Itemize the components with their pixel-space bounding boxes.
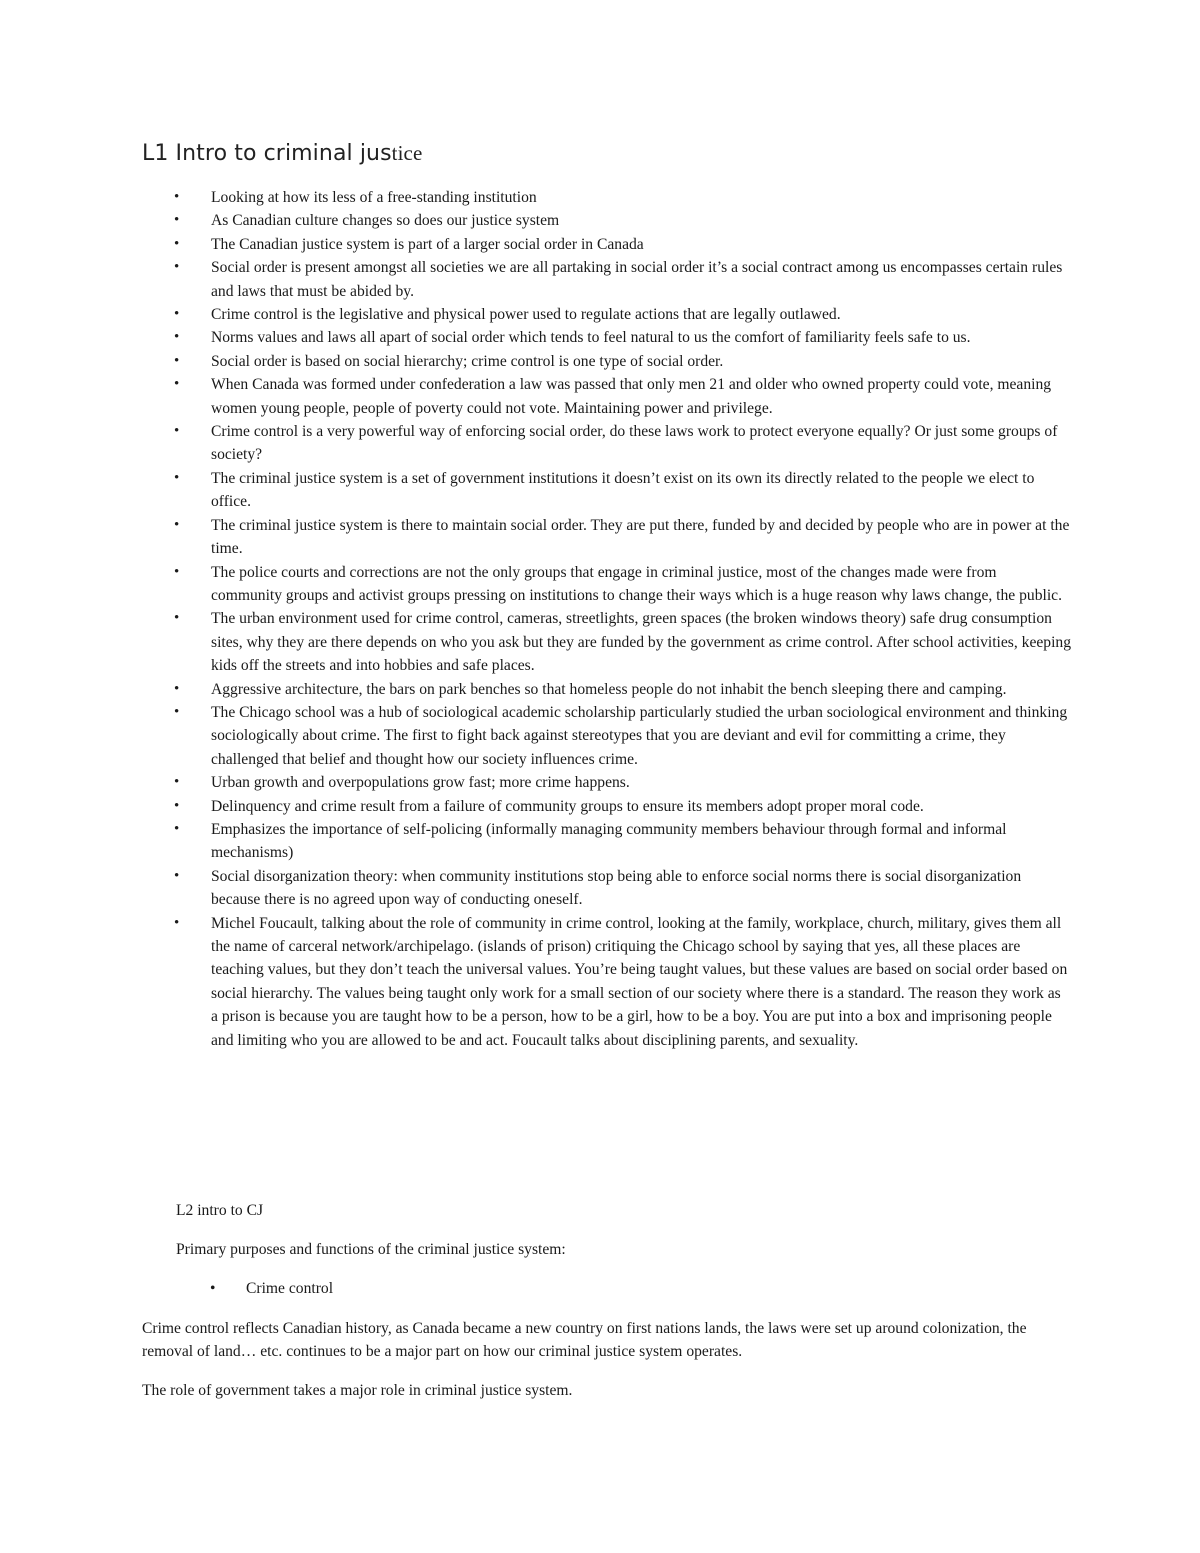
list-item: • The criminal justice system is a set of government institutions it doesn’t exist on its own its directly related to the people we elect to office.	[211, 467, 1071, 514]
list-item: • Delinquency and crime result from a failure of community groups to ensure its members adopt proper moral code.	[211, 795, 1071, 818]
list-item: • Michel Foucault, talking about the role of community in crime control, looking at the family, workplace, church, military, gives them all the name of carceral network/archipelago. (islands of prison) critiquing the Chicago school by saying that yes, all these places are teaching values, but they don’t teach the universal values. You’re being taught values, but these values are based on social order based on social hierarchy. The values being taught only work for a small section of our society where there is a standard. The reason they work as a prison is because you are taught how to be a person, how to be a girl, how to be a boy. You are put into a box and imprisoning people and limiting who you are allowed to be and act. Foucault talks about disciplining parents, and sexuality.	[211, 912, 1071, 1052]
heading-tail-text: tice	[391, 141, 423, 165]
list-item: • Social order is based on social hierarchy; crime control is one type of social order.	[211, 350, 1071, 373]
lecture-1-bullet-list	[211, 186, 1071, 1052]
list-item: • Crime control is a very powerful way of enforcing social order, do these laws work to protect everyone equally? Or just some groups of society?	[211, 420, 1071, 467]
body-paragraph: Crime control reflects Canadian history, as Canada became a new country on first nations lands, the laws were set up around colonization, the removal of land… etc. continues to be a major part on how our criminal justice system operates.	[142, 1320, 1027, 1361]
list-item: • The urban environment used for crime control, cameras, streetlights, green spaces (the broken windows theory) safe drug consumption sites, why they are there depends on who you ask but they are funded by the government as crime control. After school activities, keeping kids off the streets and into hobbies and safe places.	[211, 607, 1071, 677]
list-item: • Social order is present amongst all societies we are all partaking in social order it’s a social contract among us encompasses certain rules and laws that must be abided by.	[211, 256, 1071, 303]
lecture-1-heading	[142, 141, 422, 166]
list-item: • Crime control	[246, 1277, 333, 1300]
list-item: • The criminal justice system is there to maintain social order. They are put there, funded by and decided by people who are in power at the time.	[211, 514, 1071, 561]
heading-main-text: L1 Intro to criminal jus	[142, 141, 392, 166]
list-item: • Social disorganization theory: when community institutions stop being able to enforce social norms there is social disorganization because there is no agreed upon way of conducting oneself.	[211, 865, 1071, 912]
list-item: • The Canadian justice system is part of a larger social order in Canada	[211, 233, 1071, 256]
lecture-2-bullet-list	[246, 1277, 333, 1300]
list-item: • Emphasizes the importance of self-policing (informally managing community members behaviour through formal and informal mechanisms)	[211, 818, 1071, 865]
list-item: • The Chicago school was a hub of sociological academic scholarship particularly studied the urban sociological environment and thinking sociologically about crime. The first to fight back against stereotypes that you are deviant and evil for committing a crime, they challenged that belief and thought how our society influences crime.	[211, 701, 1071, 771]
list-item: • Urban growth and overpopulations grow fast; more crime happens.	[211, 771, 1071, 794]
list-item: • Norms values and laws all apart of social order which tends to feel natural to us the comfort of familiarity feels safe to us.	[211, 326, 1071, 349]
lecture-2-title: L2 intro to CJ	[176, 1202, 264, 1219]
list-item: • Looking at how its less of a free-standing institution	[211, 186, 1071, 209]
body-paragraph: The role of government takes a major role in criminal justice system.	[142, 1382, 573, 1399]
list-item: • When Canada was formed under confederation a law was passed that only men 21 and older who owned property could vote, meaning women young people, people of poverty could not vote. Maintaining power and privilege.	[211, 373, 1071, 420]
list-item: • As Canadian culture changes so does our justice system	[211, 209, 1071, 232]
list-item: • The police courts and corrections are not the only groups that engage in criminal justice, most of the changes made were from community groups and activist groups pressing on institutions to change their ways which is a huge reason why laws change, the public.	[211, 561, 1071, 608]
list-item: • Crime control is the legislative and physical power used to regulate actions that are legally outlawed.	[211, 303, 1071, 326]
lecture-2-intro: Primary purposes and functions of the criminal justice system:	[176, 1241, 566, 1258]
list-item: • Aggressive architecture, the bars on park benches so that homeless people do not inhabit the bench sleeping there and camping.	[211, 678, 1071, 701]
